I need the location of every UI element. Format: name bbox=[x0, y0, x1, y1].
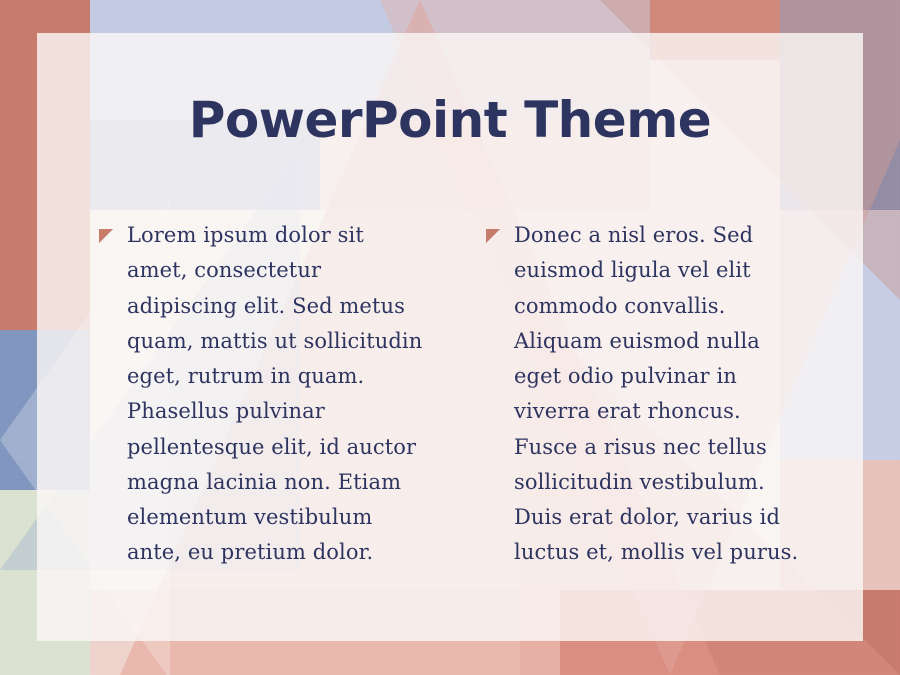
body-column-left bbox=[99, 218, 424, 571]
body-column-right bbox=[486, 218, 811, 571]
triangle-bullet-icon bbox=[486, 229, 500, 243]
body-columns bbox=[99, 218, 811, 571]
body-text-left: Lorem ipsum dolor sit amet, consectetur adipiscing elit. Sed metus quam, mattis ut sollicitudin eget, rutrum in quam. Phasellus pulvinar pellentesque elit, id auctor magna lacinia non. Etiam elementum vestibulum ante, eu pretium dolor. bbox=[127, 223, 423, 565]
content-card bbox=[37, 33, 863, 641]
body-text-right: Donec a nisl eros. Sed euismod ligula vel elit commodo convallis. Aliquam euismod nulla eget odio pulvinar in viverra erat rhoncus. Fusce a risus nec tellus sollicitudin vestibulum. Duis erat dolor, varius id luctus et, mollis vel purus. bbox=[514, 223, 799, 565]
slide-title: PowerPoint Theme bbox=[188, 91, 712, 149]
triangle-bullet-icon bbox=[99, 229, 113, 243]
